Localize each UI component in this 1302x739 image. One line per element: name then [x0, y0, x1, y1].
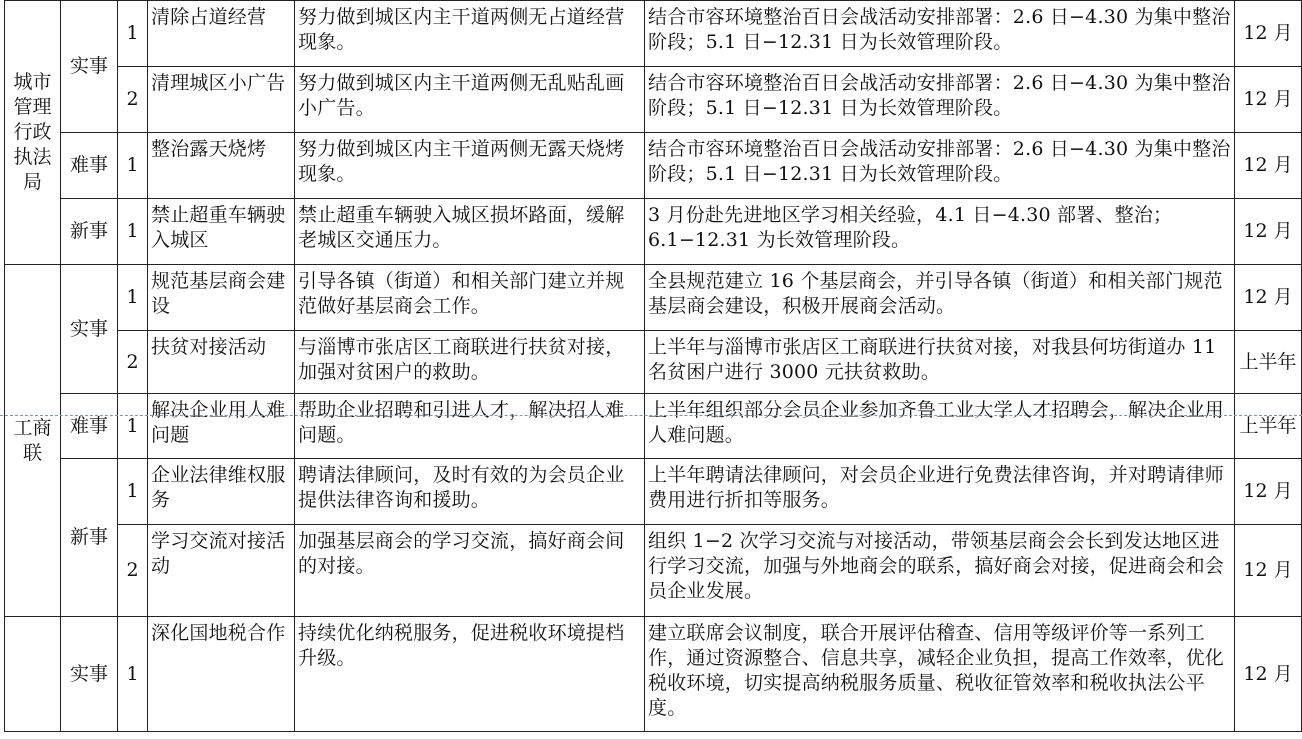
measure-cell: 结合市容环境整治百日会战活动安排部署：2.6 日−4.30 为集中整治阶段；5.1 日−12.31 日为长效管理阶段。: [645, 133, 1235, 199]
goal-cell: 努力做到城区内主干道两侧无露天烧烤现象。: [295, 133, 645, 199]
table-row: [5, 265, 1302, 331]
department-cell: 城市管理行政执法局: [5, 1, 61, 265]
row-number: 1: [118, 133, 148, 199]
table-row: [5, 525, 1302, 617]
row-number: 1: [118, 265, 148, 331]
work-plan-table: [4, 0, 1302, 732]
deadline-cell: 12 月: [1235, 1, 1302, 67]
category-cell: 实事: [61, 265, 118, 394]
measure-cell: 全县规范建立 16 个基层商会，并引导各镇（街道）和相关部门规范基层商会建设，积极开展商会活动。: [645, 265, 1235, 331]
goal-cell: 引导各镇（街道）和相关部门建立并规范做好基层商会工作。: [295, 265, 645, 331]
goal-cell: 禁止超重车辆驶入城区损坏路面，缓解老城区交通压力。: [295, 199, 645, 265]
measure-cell: 建立联席会议制度，联合开展评估稽查、信用等级评价等一系列工作，通过资源整合、信息共享，减轻企业负担，提高工作效率，优化税收环境，切实提高纳税服务质量、税收征管效率和税收执法公平度。: [645, 617, 1235, 732]
item-cell: 清理城区小广告: [148, 67, 295, 133]
row-number: 2: [118, 67, 148, 133]
category-cell: 新事: [61, 199, 118, 265]
item-cell: 整治露天烧烤: [148, 133, 295, 199]
measure-cell: 3 月份赴先进地区学习相关经验，4.1 日−4.30 部署、整治；6.1−12.31 为长效管理阶段。: [645, 199, 1235, 265]
row-number: 2: [118, 331, 148, 394]
category-cell: 难事: [61, 133, 118, 199]
table-row: [5, 1, 1302, 67]
item-cell: 解决企业用人难问题: [148, 394, 295, 459]
table-row: [5, 459, 1302, 525]
deadline-cell: 12 月: [1235, 525, 1302, 617]
goal-cell: 持续优化纳税服务，促进税收环境提档升级。: [295, 617, 645, 732]
item-cell: 扶贫对接活动: [148, 331, 295, 394]
goal-cell: 帮助企业招聘和引进人才，解决招人难问题。: [295, 394, 645, 459]
goal-cell: 努力做到城区内主干道两侧无占道经营现象。: [295, 1, 645, 67]
row-number: 1: [118, 617, 148, 732]
goal-cell: 加强基层商会的学习交流，搞好商会间的对接。: [295, 525, 645, 617]
measure-cell: 上半年组织部分会员企业参加齐鲁工业大学人才招聘会，解决企业用人难问题。: [645, 394, 1235, 459]
item-cell: 学习交流对接活动: [148, 525, 295, 617]
guide-line: [0, 415, 1302, 416]
deadline-cell: 12 月: [1235, 617, 1302, 732]
measure-cell: 组织 1−2 次学习交流与对接活动，带领基层商会会长到发达地区进行学习交流，加强与外地商会的联系，搞好商会对接，促进商会和会员企业发展。: [645, 525, 1235, 617]
table-row: [5, 133, 1302, 199]
item-cell: 禁止超重车辆驶入城区: [148, 199, 295, 265]
item-cell: 清除占道经营: [148, 1, 295, 67]
item-cell: 深化国地税合作: [148, 617, 295, 732]
goal-cell: 聘请法律顾问，及时有效的为会员企业提供法律咨询和援助。: [295, 459, 645, 525]
deadline-cell: 12 月: [1235, 67, 1302, 133]
table-row: [5, 67, 1302, 133]
department-cell: 工商联: [5, 265, 61, 617]
category-cell: 实事: [61, 1, 118, 133]
row-number: 2: [118, 525, 148, 617]
table-row: [5, 617, 1302, 732]
row-number: 1: [118, 394, 148, 459]
deadline-cell: 上半年: [1235, 331, 1302, 394]
row-number: 1: [118, 1, 148, 67]
item-cell: 规范基层商会建设: [148, 265, 295, 331]
goal-cell: 与淄博市张店区工商联进行扶贫对接，加强对贫困户的救助。: [295, 331, 645, 394]
measure-cell: 结合市容环境整治百日会战活动安排部署：2.6 日−4.30 为集中整治阶段；5.1 日−12.31 日为长效管理阶段。: [645, 1, 1235, 67]
category-cell: 新事: [61, 459, 118, 617]
deadline-cell: 12 月: [1235, 133, 1302, 199]
measure-cell: 结合市容环境整治百日会战活动安排部署：2.6 日−4.30 为集中整治阶段；5.1 日−12.31 日为长效管理阶段。: [645, 67, 1235, 133]
deadline-cell: 12 月: [1235, 199, 1302, 265]
goal-cell: 努力做到城区内主干道两侧无乱贴乱画小广告。: [295, 67, 645, 133]
table-row: [5, 199, 1302, 265]
deadline-cell: 12 月: [1235, 265, 1302, 331]
measure-cell: 上半年聘请法律顾问，对会员企业进行免费法律咨询，并对聘请律师费用进行折扣等服务。: [645, 459, 1235, 525]
department-cell: [5, 617, 61, 732]
item-cell: 企业法律维权服务: [148, 459, 295, 525]
table-row: [5, 394, 1302, 459]
row-number: 1: [118, 199, 148, 265]
deadline-cell: 上半年: [1235, 394, 1302, 459]
category-cell: 实事: [61, 617, 118, 732]
deadline-cell: 12 月: [1235, 459, 1302, 525]
category-cell: 难事: [61, 394, 118, 459]
measure-cell: 上半年与淄博市张店区工商联进行扶贫对接，对我县何坊街道办 11 名贫困户进行 3000 元扶贫救助。: [645, 331, 1235, 394]
table-row: [5, 331, 1302, 394]
row-number: 1: [118, 459, 148, 525]
